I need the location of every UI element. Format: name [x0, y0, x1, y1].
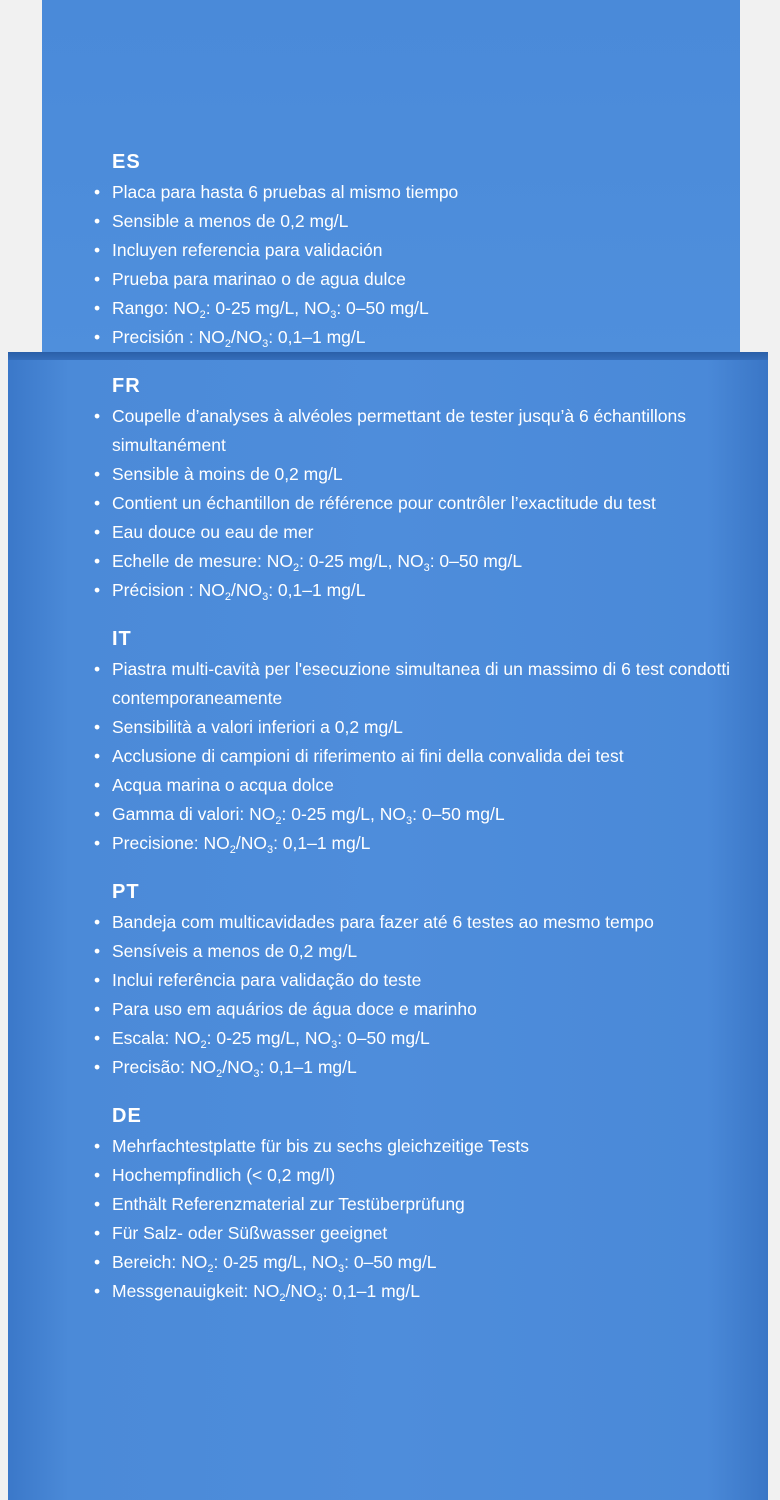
subscript-2: 2 — [224, 591, 231, 603]
precision-label: Précision : — [112, 580, 194, 600]
subscript-2: 2 — [199, 309, 206, 321]
formula-no2: NO — [173, 298, 200, 318]
subscript-3: 3 — [406, 815, 413, 827]
separator: / — [285, 1281, 291, 1301]
formula-no2: NO — [181, 1252, 208, 1272]
language-heading: ES — [112, 151, 141, 173]
feature-item: • Contient un échantillon de référence pour contrôler l’exactitude du test — [92, 489, 742, 518]
precision-item — [92, 1053, 742, 1082]
separator: / — [230, 327, 236, 347]
feature-item: • Placa para hasta 6 pruebas al mismo tiempo — [92, 178, 742, 207]
separator: / — [235, 833, 241, 853]
formula-no2: NO — [198, 327, 225, 347]
subscript-3: 3 — [262, 591, 269, 603]
separator: / — [222, 1057, 228, 1077]
formula-no2: NO — [174, 1028, 201, 1048]
feature-item: • Mehrfachtestplatte für bis zu sechs gleichzeitige Tests — [92, 1132, 742, 1161]
range-no3-value: : 0–50 mg/L — [429, 551, 523, 571]
formula-no2: NO — [253, 1281, 280, 1301]
range-no2-value: : 0-25 mg/L, — [205, 298, 300, 318]
subscript-3: 3 — [423, 562, 430, 574]
subscript-2: 2 — [207, 1263, 214, 1275]
feature-list — [92, 1132, 742, 1306]
formula-no3: NO — [235, 327, 263, 347]
feature-list — [92, 178, 742, 352]
feature-list — [92, 908, 742, 1082]
precision-label: Precisione: — [112, 833, 199, 853]
subscript-2: 2 — [229, 844, 236, 856]
formula-no3: NO — [397, 551, 424, 571]
language-heading: IT — [112, 628, 132, 650]
range-label: Bereich: — [112, 1252, 177, 1272]
precision-item — [92, 829, 742, 858]
feature-item: • Acclusione di campioni di riferimento ai fini della convalida dei test — [92, 742, 742, 771]
section-de — [92, 1104, 742, 1306]
subscript-2: 2 — [279, 1292, 286, 1304]
feature-item: • Für Salz- oder Süßwasser geeignet — [92, 1219, 742, 1248]
feature-item: • Piastra multi-cavità per l'esecuzione simultanea di un massimo di 6 test condotti contemporaneamente — [92, 655, 742, 713]
precision-label: Precisión : — [112, 327, 194, 347]
range-label: Rango: — [112, 298, 169, 318]
range-item — [92, 547, 742, 576]
precision-value: : 0,1–1 mg/L — [322, 1281, 420, 1301]
range-item — [92, 800, 742, 829]
precision-value: : 0,1–1 mg/L — [273, 833, 371, 853]
subscript-2: 2 — [216, 1068, 223, 1080]
range-no3-value: : 0–50 mg/L — [344, 1252, 437, 1272]
formula-no2: NO — [266, 551, 293, 571]
subscript-3: 3 — [337, 1263, 345, 1275]
feature-item: • Hochempfindlich (< 0,2 mg/l) — [92, 1161, 742, 1190]
formula-no3: NO — [235, 580, 263, 600]
precision-item — [92, 576, 742, 605]
feature-item: • Acqua marina o acqua dolce — [92, 771, 742, 800]
subscript-2: 2 — [224, 338, 231, 350]
precision-item — [92, 1277, 742, 1306]
precision-value: : 0,1–1 mg/L — [268, 327, 366, 347]
formula-no2: NO — [203, 833, 230, 853]
formula-no3: NO — [311, 1252, 338, 1272]
subscript-2: 2 — [200, 1039, 207, 1051]
feature-item: • Sensible à moins de 0,2 mg/L — [92, 460, 742, 489]
range-no2-value: : 0-25 mg/L, — [299, 551, 393, 571]
section-pt — [92, 880, 742, 1082]
range-no3-value: : 0–50 mg/L — [412, 804, 505, 824]
section-it — [92, 627, 742, 858]
range-no3-value: : 0–50 mg/L — [336, 298, 429, 318]
range-label: Echelle de mesure: — [112, 551, 262, 571]
package-text — [92, 150, 742, 1328]
section-fr — [92, 374, 742, 605]
feature-item: • Bandeja com multicavidades para fazer até 6 testes ao mesmo tempo — [92, 908, 742, 937]
formula-no3: NO — [303, 298, 331, 318]
subscript-3: 3 — [266, 844, 274, 856]
subscript-3: 3 — [262, 338, 269, 350]
subscript-3: 3 — [316, 1292, 323, 1304]
formula-no3: NO — [304, 1028, 332, 1048]
feature-item: • Prueba para marinao o de agua dulce — [92, 265, 742, 294]
feature-list — [92, 655, 742, 858]
language-heading: DE — [112, 1105, 142, 1127]
feature-item: • Sensible a menos de 0,2 mg/L — [92, 207, 742, 236]
language-heading: PT — [112, 881, 140, 903]
feature-item: • Eau douce ou eau de mer — [92, 518, 742, 547]
range-no2-value: : 0-25 mg/L, — [206, 1028, 301, 1048]
subscript-2: 2 — [275, 815, 282, 827]
feature-list — [92, 402, 742, 605]
feature-item: • Enthält Referenzmaterial zur Testüberprüfung — [92, 1190, 742, 1219]
formula-no3: NO — [290, 1281, 317, 1301]
range-label: Gamma di valori: — [112, 804, 245, 824]
feature-item: • Inclui referência para validação do teste — [92, 966, 742, 995]
section-es — [92, 150, 742, 352]
separator: / — [230, 580, 236, 600]
formula-no3: NO — [227, 1057, 254, 1077]
formula-no2: NO — [189, 1057, 217, 1077]
language-heading: FR — [112, 375, 141, 397]
feature-item: • Sensíveis a menos de 0,2 mg/L — [92, 937, 742, 966]
range-item — [92, 1024, 742, 1053]
precision-value: : 0,1–1 mg/L — [259, 1057, 357, 1077]
formula-no2: NO — [198, 580, 225, 600]
range-item — [92, 1248, 742, 1277]
formula-no3: NO — [240, 833, 267, 853]
range-no3-value: : 0–50 mg/L — [337, 1028, 430, 1048]
subscript-3: 3 — [330, 309, 337, 321]
subscript-3: 3 — [253, 1068, 260, 1080]
feature-item: • Coupelle d’analyses à alvéoles permettant de tester jusqu’à 6 échantillons simultanément — [92, 402, 742, 460]
subscript-3: 3 — [331, 1039, 338, 1051]
range-label: Escala: — [112, 1028, 170, 1048]
formula-no3: NO — [379, 804, 407, 824]
precision-value: : 0,1–1 mg/L — [268, 580, 366, 600]
feature-item: • Para uso em aquários de água doce e marinho — [92, 995, 742, 1024]
formula-no2: NO — [249, 804, 276, 824]
precision-label: Messgenauigkeit: — [112, 1281, 249, 1301]
range-no2-value: : 0-25 mg/L, — [281, 804, 375, 824]
precision-label: Precisão: — [112, 1057, 185, 1077]
feature-item: • Incluyen referencia para validación — [92, 236, 742, 265]
range-item — [92, 294, 742, 323]
feature-item: • Sensibilità a valori inferiori a 0,2 mg/L — [92, 713, 742, 742]
range-no2-value: : 0-25 mg/L, — [213, 1252, 307, 1272]
precision-item — [92, 323, 742, 352]
subscript-2: 2 — [292, 562, 300, 574]
